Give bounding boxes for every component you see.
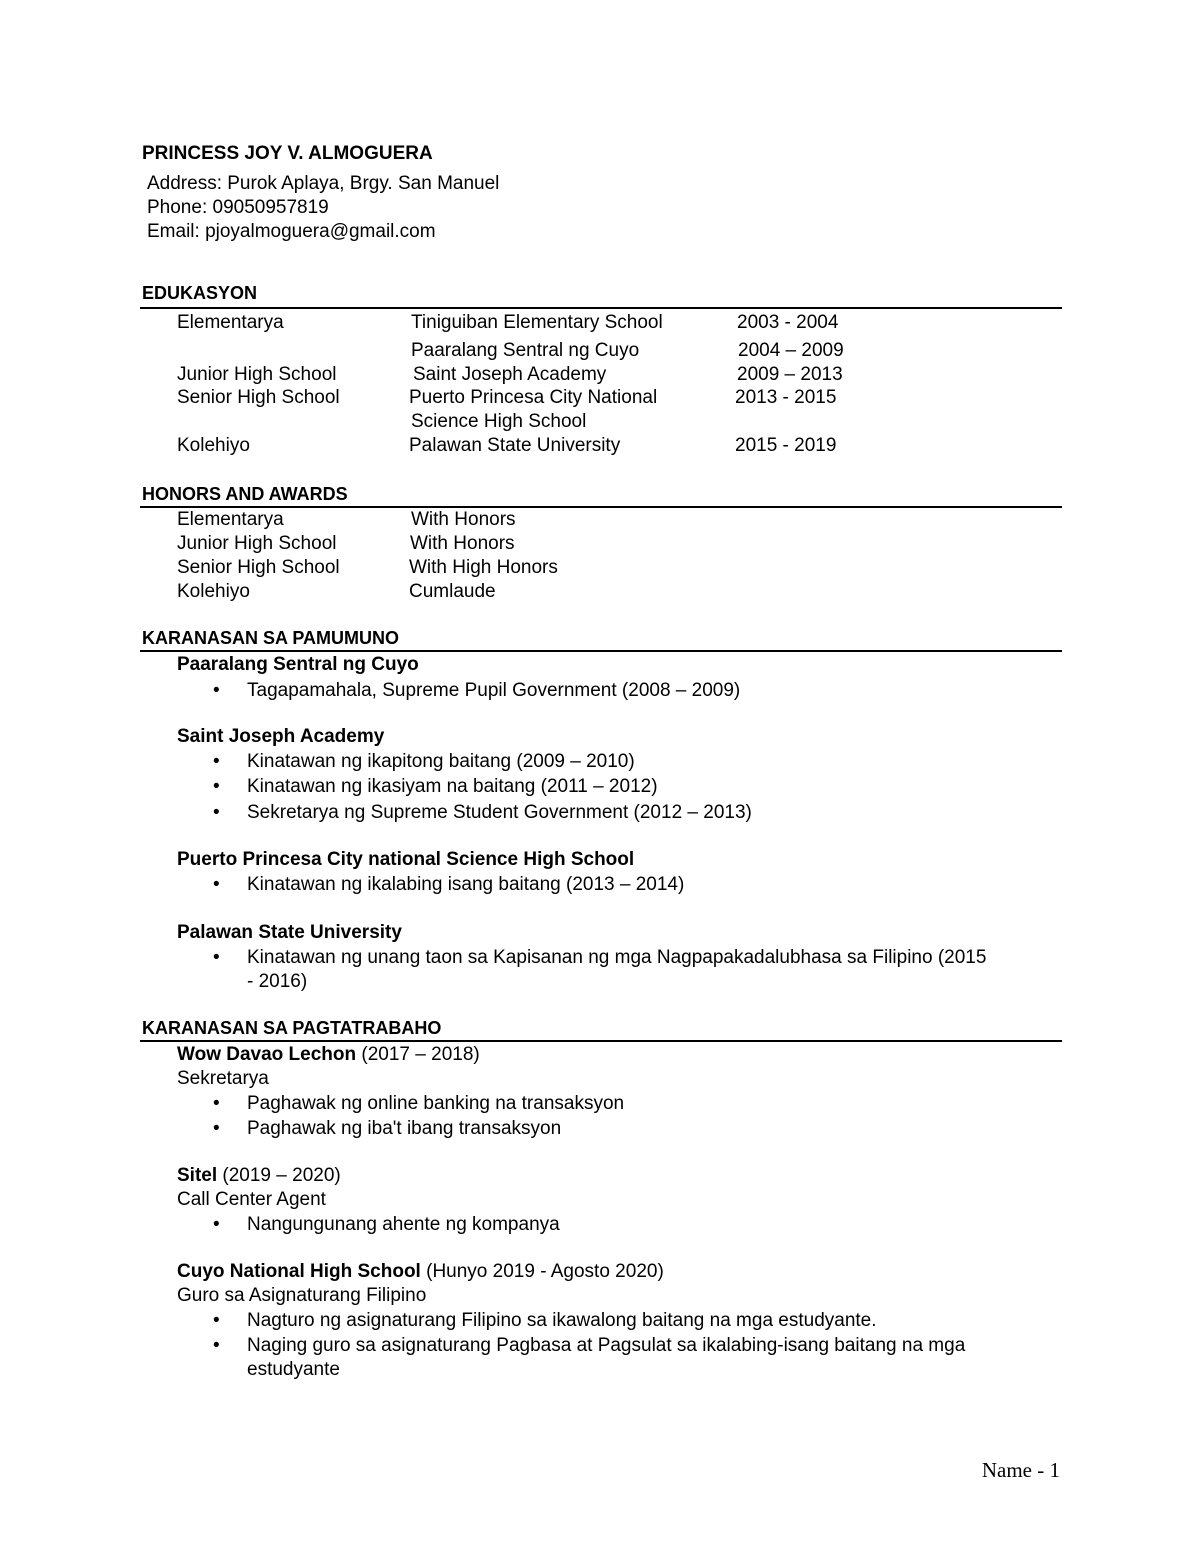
honor-level: Elementarya <box>177 509 284 530</box>
education-level: Senior High School <box>177 387 340 408</box>
work-role: Call Center Agent <box>177 1189 326 1210</box>
bullet-glyph: • <box>213 1214 220 1235</box>
bullet-glyph: • <box>213 1310 220 1331</box>
resume-name: PRINCESS JOY V. ALMOGUERA <box>142 143 433 164</box>
honor-level: Kolehiyo <box>177 581 250 602</box>
education-school: Puerto Princesa City National <box>409 387 658 408</box>
section-heading-leadership: KARANASAN SA PAMUMUNO <box>142 628 399 648</box>
section-rule <box>140 650 1062 652</box>
work-dates: (2019 – 2020) <box>217 1165 341 1186</box>
honor-award: With High Honors <box>409 557 558 578</box>
honor-level: Junior High School <box>177 533 337 554</box>
education-level: Kolehiyo <box>177 435 250 456</box>
bullet-glyph: • <box>213 680 220 701</box>
honor-award: Cumlaude <box>409 581 496 602</box>
leadership-item-continued: - 2016) <box>247 971 308 992</box>
education-level: Junior High School <box>177 364 337 385</box>
leadership-item: Kinatawan ng ikalabing isang baitang (2013 – 2014) <box>247 874 685 895</box>
bullet-glyph: • <box>213 947 220 968</box>
bullet-glyph: • <box>213 802 220 823</box>
work-org-line <box>177 1165 341 1187</box>
work-item: Nagturo ng asignaturang Filipino sa ikawalong baitang na mga estudyante. <box>247 1310 877 1331</box>
bullet-glyph: • <box>213 1093 220 1114</box>
education-years: 2015 - 2019 <box>735 435 837 456</box>
leadership-item: Kinatawan ng ikasiyam na baitang (2011 – 2012) <box>247 776 658 797</box>
education-school: Paaralang Sentral ng Cuyo <box>411 340 640 361</box>
section-rule <box>140 1040 1062 1042</box>
education-school: Saint Joseph Academy <box>413 364 607 385</box>
education-school: Palawan State University <box>409 435 621 456</box>
work-org: Sitel <box>177 1165 218 1186</box>
work-item: Naging guro sa asignaturang Pagbasa at Pagsulat sa ikalabing-isang baitang na mga <box>247 1335 966 1356</box>
honor-level: Senior High School <box>177 557 340 578</box>
leadership-org: Paaralang Sentral ng Cuyo <box>177 654 419 675</box>
section-rule <box>140 506 1062 508</box>
work-dates: (2017 – 2018) <box>356 1044 480 1065</box>
bullet-glyph: • <box>213 1118 220 1139</box>
work-dates: (Hunyo 2019 - Agosto 2020) <box>420 1261 664 1282</box>
phone-line: Phone: 09050957819 <box>147 197 329 218</box>
honor-award: With Honors <box>410 533 515 554</box>
work-org-line <box>177 1261 664 1283</box>
work-org: Cuyo National High School <box>177 1261 421 1282</box>
section-rule <box>140 307 1062 309</box>
education-years: 2003 - 2004 <box>737 312 839 333</box>
education-years: 2004 – 2009 <box>738 340 844 361</box>
leadership-item: Kinatawan ng unang taon sa Kapisanan ng mga Nagpapakadalubhasa sa Filipino (2015 <box>247 947 987 968</box>
section-heading-work: KARANASAN SA PAGTATRABAHO <box>142 1018 442 1038</box>
leadership-org: Saint Joseph Academy <box>177 726 385 747</box>
work-item: Paghawak ng online banking na transaksyon <box>247 1093 625 1114</box>
leadership-org: Puerto Princesa City national Science High School <box>177 849 635 870</box>
section-heading-honors: HONORS AND AWARDS <box>142 484 348 504</box>
page-number: Name - 1 <box>981 1458 1060 1482</box>
work-role: Sekretarya <box>177 1068 269 1089</box>
education-school-continued: Science High School <box>411 411 587 432</box>
work-org-line <box>177 1044 480 1066</box>
leadership-org: Palawan State University <box>177 922 402 943</box>
work-role: Guro sa Asignaturang Filipino <box>177 1285 427 1306</box>
leadership-item: Tagapamahala, Supreme Pupil Government (2008 – 2009) <box>247 680 741 701</box>
bullet-glyph: • <box>213 874 220 895</box>
bullet-glyph: • <box>213 776 220 797</box>
work-item: Paghawak ng iba't ibang transaksyon <box>247 1118 562 1139</box>
bullet-glyph: • <box>213 751 220 772</box>
section-heading-education: EDUKASYON <box>142 283 258 303</box>
work-item: Nangungunang ahente ng kompanya <box>247 1214 560 1235</box>
education-years: 2013 - 2015 <box>735 387 837 408</box>
education-years: 2009 – 2013 <box>737 364 843 385</box>
email-line: Email: pjoyalmoguera@gmail.com <box>147 221 436 242</box>
work-item-continued: estudyante <box>247 1359 340 1380</box>
education-school: Tiniguiban Elementary School <box>411 312 663 333</box>
bullet-glyph: • <box>213 1335 220 1356</box>
honor-award: With Honors <box>411 509 516 530</box>
work-org: Wow Davao Lechon <box>177 1044 357 1065</box>
leadership-item: Kinatawan ng ikapitong baitang (2009 – 2010) <box>247 751 635 772</box>
address-line: Address: Purok Aplaya, Brgy. San Manuel <box>147 173 500 194</box>
leadership-item: Sekretarya ng Supreme Student Government (2012 – 2013) <box>247 802 752 823</box>
education-level: Elementarya <box>177 312 284 333</box>
